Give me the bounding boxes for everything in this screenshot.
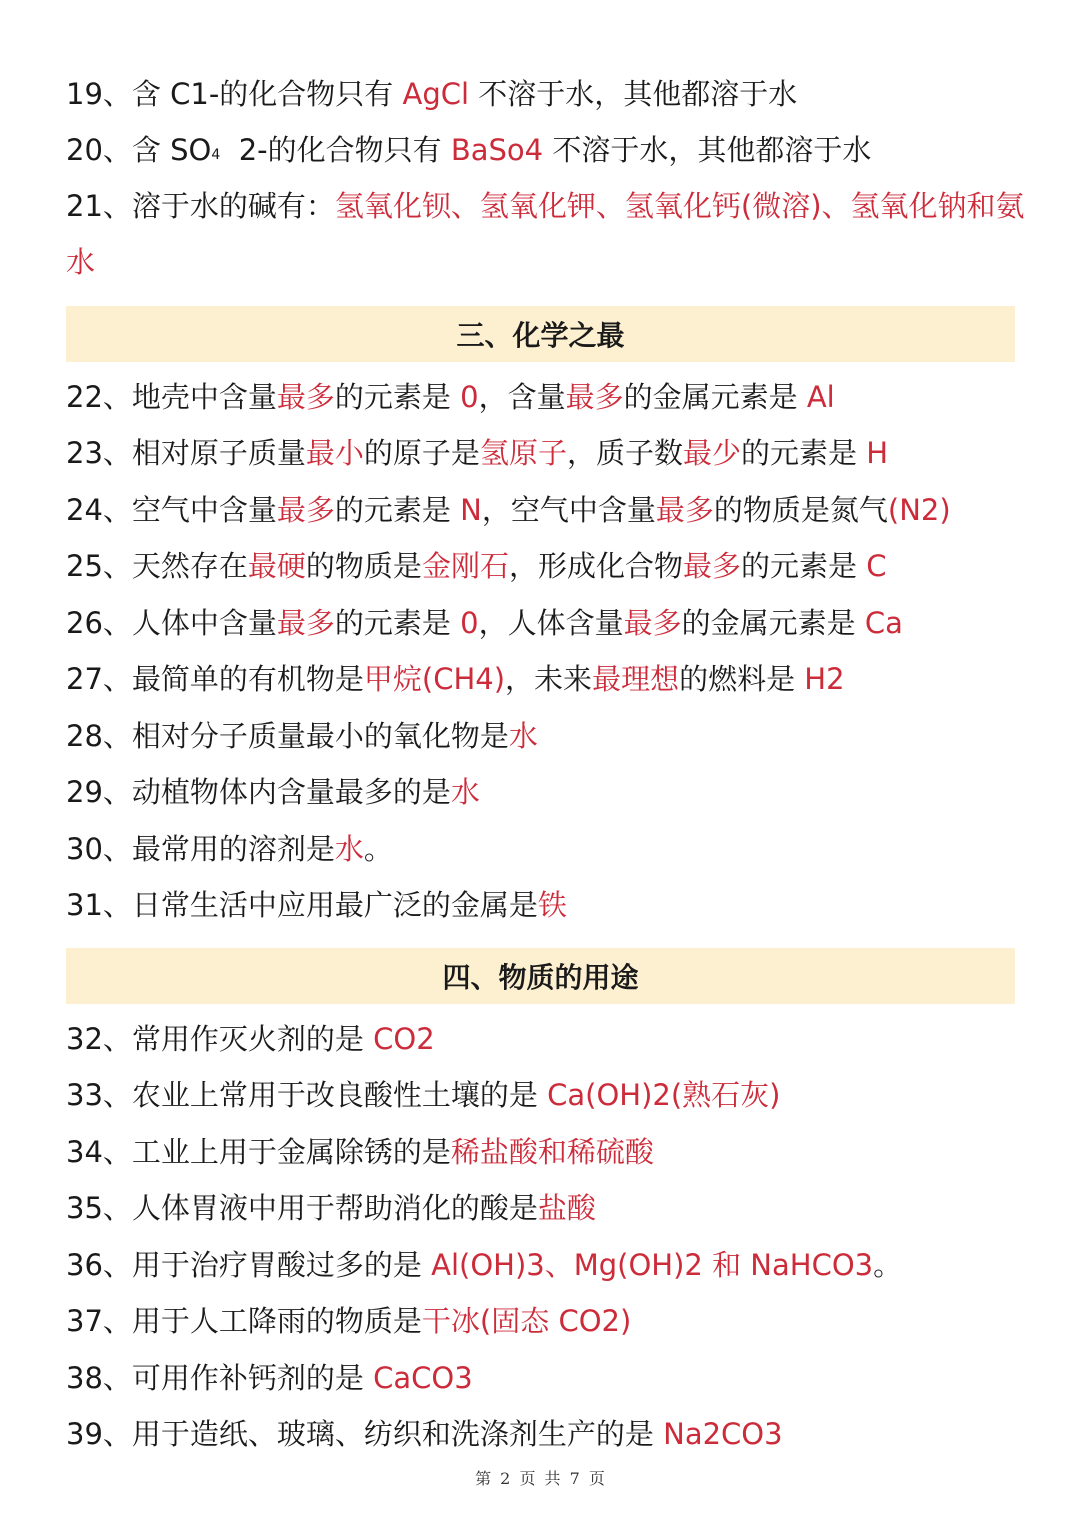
section-title: 三、化学之最 — [456, 319, 625, 352]
item-31-text-a: 31、日常生活中应用最广泛的金属是 — [66, 888, 538, 922]
item-25-hl-h: C — [866, 549, 887, 583]
item-25-text-e: ，形成化合物 — [508, 549, 683, 583]
item-26-hl-d: 0 — [460, 606, 479, 640]
item-27-text-e: 的燃料是 — [679, 662, 805, 696]
item-23 — [66, 433, 1026, 473]
item-31-hl-b: 铁 — [537, 888, 567, 922]
item-24-text-g: 的物质是氮气 — [713, 493, 888, 527]
item-23-hl-h: H — [866, 436, 889, 470]
item-27-hl-d: 最理想 — [592, 662, 680, 696]
item-37 — [66, 1301, 1026, 1341]
item-22-hl-d: 0 — [460, 380, 479, 414]
item-20 — [66, 130, 1026, 175]
section-header-substance-uses — [66, 948, 1015, 1004]
item-21 — [66, 178, 1026, 290]
item-22-text-g: 的金属元素是 — [623, 380, 807, 414]
item-24-text-a: 24、空气中含量 — [66, 493, 277, 527]
item-23-hl-d: 氢原子 — [479, 436, 567, 470]
item-24-hl-h: (N2) — [887, 493, 951, 527]
item-23-text-g: 的元素是 — [740, 436, 867, 470]
item-28 — [66, 716, 1026, 756]
item-19-text: 19、含 C1-的化合物只有 — [66, 77, 403, 111]
item-33-text-a: 33、农业上常用于改良酸性土壤的是 — [66, 1078, 548, 1112]
item-23-hl-f: 最少 — [682, 436, 741, 470]
item-39 — [66, 1414, 1026, 1454]
item-25-hl-d: 金刚石 — [421, 549, 509, 583]
item-39-hl-b: Na2CO3 — [663, 1417, 783, 1451]
item-19-text-end: 不溶于水，其他都溶于水 — [469, 77, 798, 111]
item-23-text-e: ，质子数 — [566, 436, 683, 470]
item-30-text-c: 。 — [363, 832, 393, 866]
item-25-text-g: 的元素是 — [740, 549, 867, 583]
item-26-text-c: 的元素是 — [334, 606, 461, 640]
item-22-hl-f: 最多 — [565, 380, 624, 414]
item-26-text-e: ，人体含量 — [478, 606, 624, 640]
item-29 — [66, 772, 1026, 812]
item-28-hl-b: 水 — [508, 719, 538, 753]
item-34-hl-b: 稀盐酸和稀硫酸 — [450, 1135, 654, 1169]
item-26-hl-h: Ca — [864, 606, 903, 640]
item-22-text-e: ，含量 — [478, 380, 566, 414]
item-20-subscript: 4 — [211, 147, 221, 163]
item-21-highlight: 氢氧化钡、氢氧化钾、氢氧化钙(微溶)、氢氧化钠和氨水 — [66, 189, 1025, 279]
section-title: 四、物质的用途 — [442, 961, 639, 994]
item-26-text-g: 的金属元素是 — [681, 606, 865, 640]
item-35-text-a: 35、人体胃液中用于帮助消化的酸是 — [66, 1191, 538, 1225]
item-32-text-a: 32、常用作灭火剂的是 — [66, 1022, 374, 1056]
item-21-text: 21、溶于水的碱有： — [66, 189, 335, 223]
item-36 — [66, 1245, 1026, 1285]
item-25 — [66, 546, 1026, 586]
item-35-hl-b: 盐酸 — [537, 1191, 596, 1225]
item-24-hl-f: 最多 — [655, 493, 714, 527]
item-28-text-a: 28、相对分子质量最小的氧化物是 — [66, 719, 509, 753]
item-19 — [66, 74, 1026, 114]
item-26-text-a: 26、人体中含量 — [66, 606, 277, 640]
item-35 — [66, 1188, 1026, 1228]
item-24 — [66, 490, 1026, 530]
item-33-hl-b: Ca(OH)2(熟石灰) — [547, 1078, 781, 1112]
item-24-hl-d: N — [460, 493, 482, 527]
item-34-text-a: 34、工业上用于金属除锈的是 — [66, 1135, 451, 1169]
item-29-text-a: 29、动植物体内含量最多的是 — [66, 775, 451, 809]
item-39-text-a: 39、用于造纸、玻璃、纺织和洗涤剂生产的是 — [66, 1417, 664, 1451]
item-27-text-c: ，未来 — [505, 662, 593, 696]
item-22-text-a: 22、地壳中含量 — [66, 380, 277, 414]
item-37-text-a: 37、用于人工降雨的物质是 — [66, 1304, 422, 1338]
item-30-hl-b: 水 — [334, 832, 364, 866]
item-24-text-c: 的元素是 — [334, 493, 461, 527]
item-32-hl-b: CO2 — [373, 1022, 435, 1056]
item-22 — [66, 377, 1026, 417]
item-27 — [66, 659, 1026, 699]
item-23-text-c: 的原子是 — [363, 436, 480, 470]
item-22-hl-h: Al — [806, 380, 835, 414]
item-20-text-mid: 2-的化合物只有 — [220, 133, 451, 167]
item-27-hl-f: H2 — [804, 662, 845, 696]
item-24-text-e: ，空气中含量 — [481, 493, 656, 527]
item-23-hl-b: 最小 — [305, 436, 364, 470]
item-38-hl-b: CaCO3 — [373, 1361, 473, 1395]
item-38 — [66, 1358, 1026, 1398]
item-36-text-c: 。 — [873, 1248, 903, 1282]
item-20-text: 20、含 SO — [66, 133, 212, 167]
item-22-text-c: 的元素是 — [334, 380, 461, 414]
item-19-highlight: AgCl — [402, 77, 470, 111]
item-26-hl-b: 最多 — [276, 606, 335, 640]
item-30-text-a: 30、最常用的溶剂是 — [66, 832, 335, 866]
item-27-text-a: 27、最简单的有机物是 — [66, 662, 364, 696]
item-25-hl-b: 最硬 — [247, 549, 306, 583]
item-26-hl-f: 最多 — [623, 606, 682, 640]
item-27-hl-b: 甲烷(CH4) — [363, 662, 506, 696]
item-30 — [66, 829, 1026, 869]
item-31 — [66, 885, 1026, 925]
item-36-hl-b: Al(OH)3、Mg(OH)2 和 NaHCO3 — [431, 1248, 874, 1282]
item-23-text-a: 23、相对原子质量 — [66, 436, 306, 470]
item-32 — [66, 1019, 1026, 1059]
item-20-highlight: BaSo4 — [450, 133, 544, 167]
section-header-chemistry-superlatives — [66, 306, 1015, 362]
item-25-hl-f: 最多 — [682, 549, 741, 583]
item-38-text-a: 38、可用作补钙剂的是 — [66, 1361, 374, 1395]
item-33 — [66, 1075, 1026, 1115]
item-36-text-a: 36、用于治疗胃酸过多的是 — [66, 1248, 432, 1282]
item-20-text-end: 不溶于水，其他都溶于水 — [543, 133, 872, 167]
page-number-footer: 第 2 页 共 7 页 — [475, 1469, 605, 1488]
item-25-text-c: 的物质是 — [305, 549, 422, 583]
item-29-hl-b: 水 — [450, 775, 480, 809]
item-24-hl-b: 最多 — [276, 493, 335, 527]
item-34 — [66, 1132, 1026, 1172]
item-37-hl-b: 干冰(固态 CO2) — [421, 1304, 632, 1338]
item-25-text-a: 25、天然存在 — [66, 549, 248, 583]
item-26 — [66, 603, 1026, 643]
item-22-hl-b: 最多 — [276, 380, 335, 414]
